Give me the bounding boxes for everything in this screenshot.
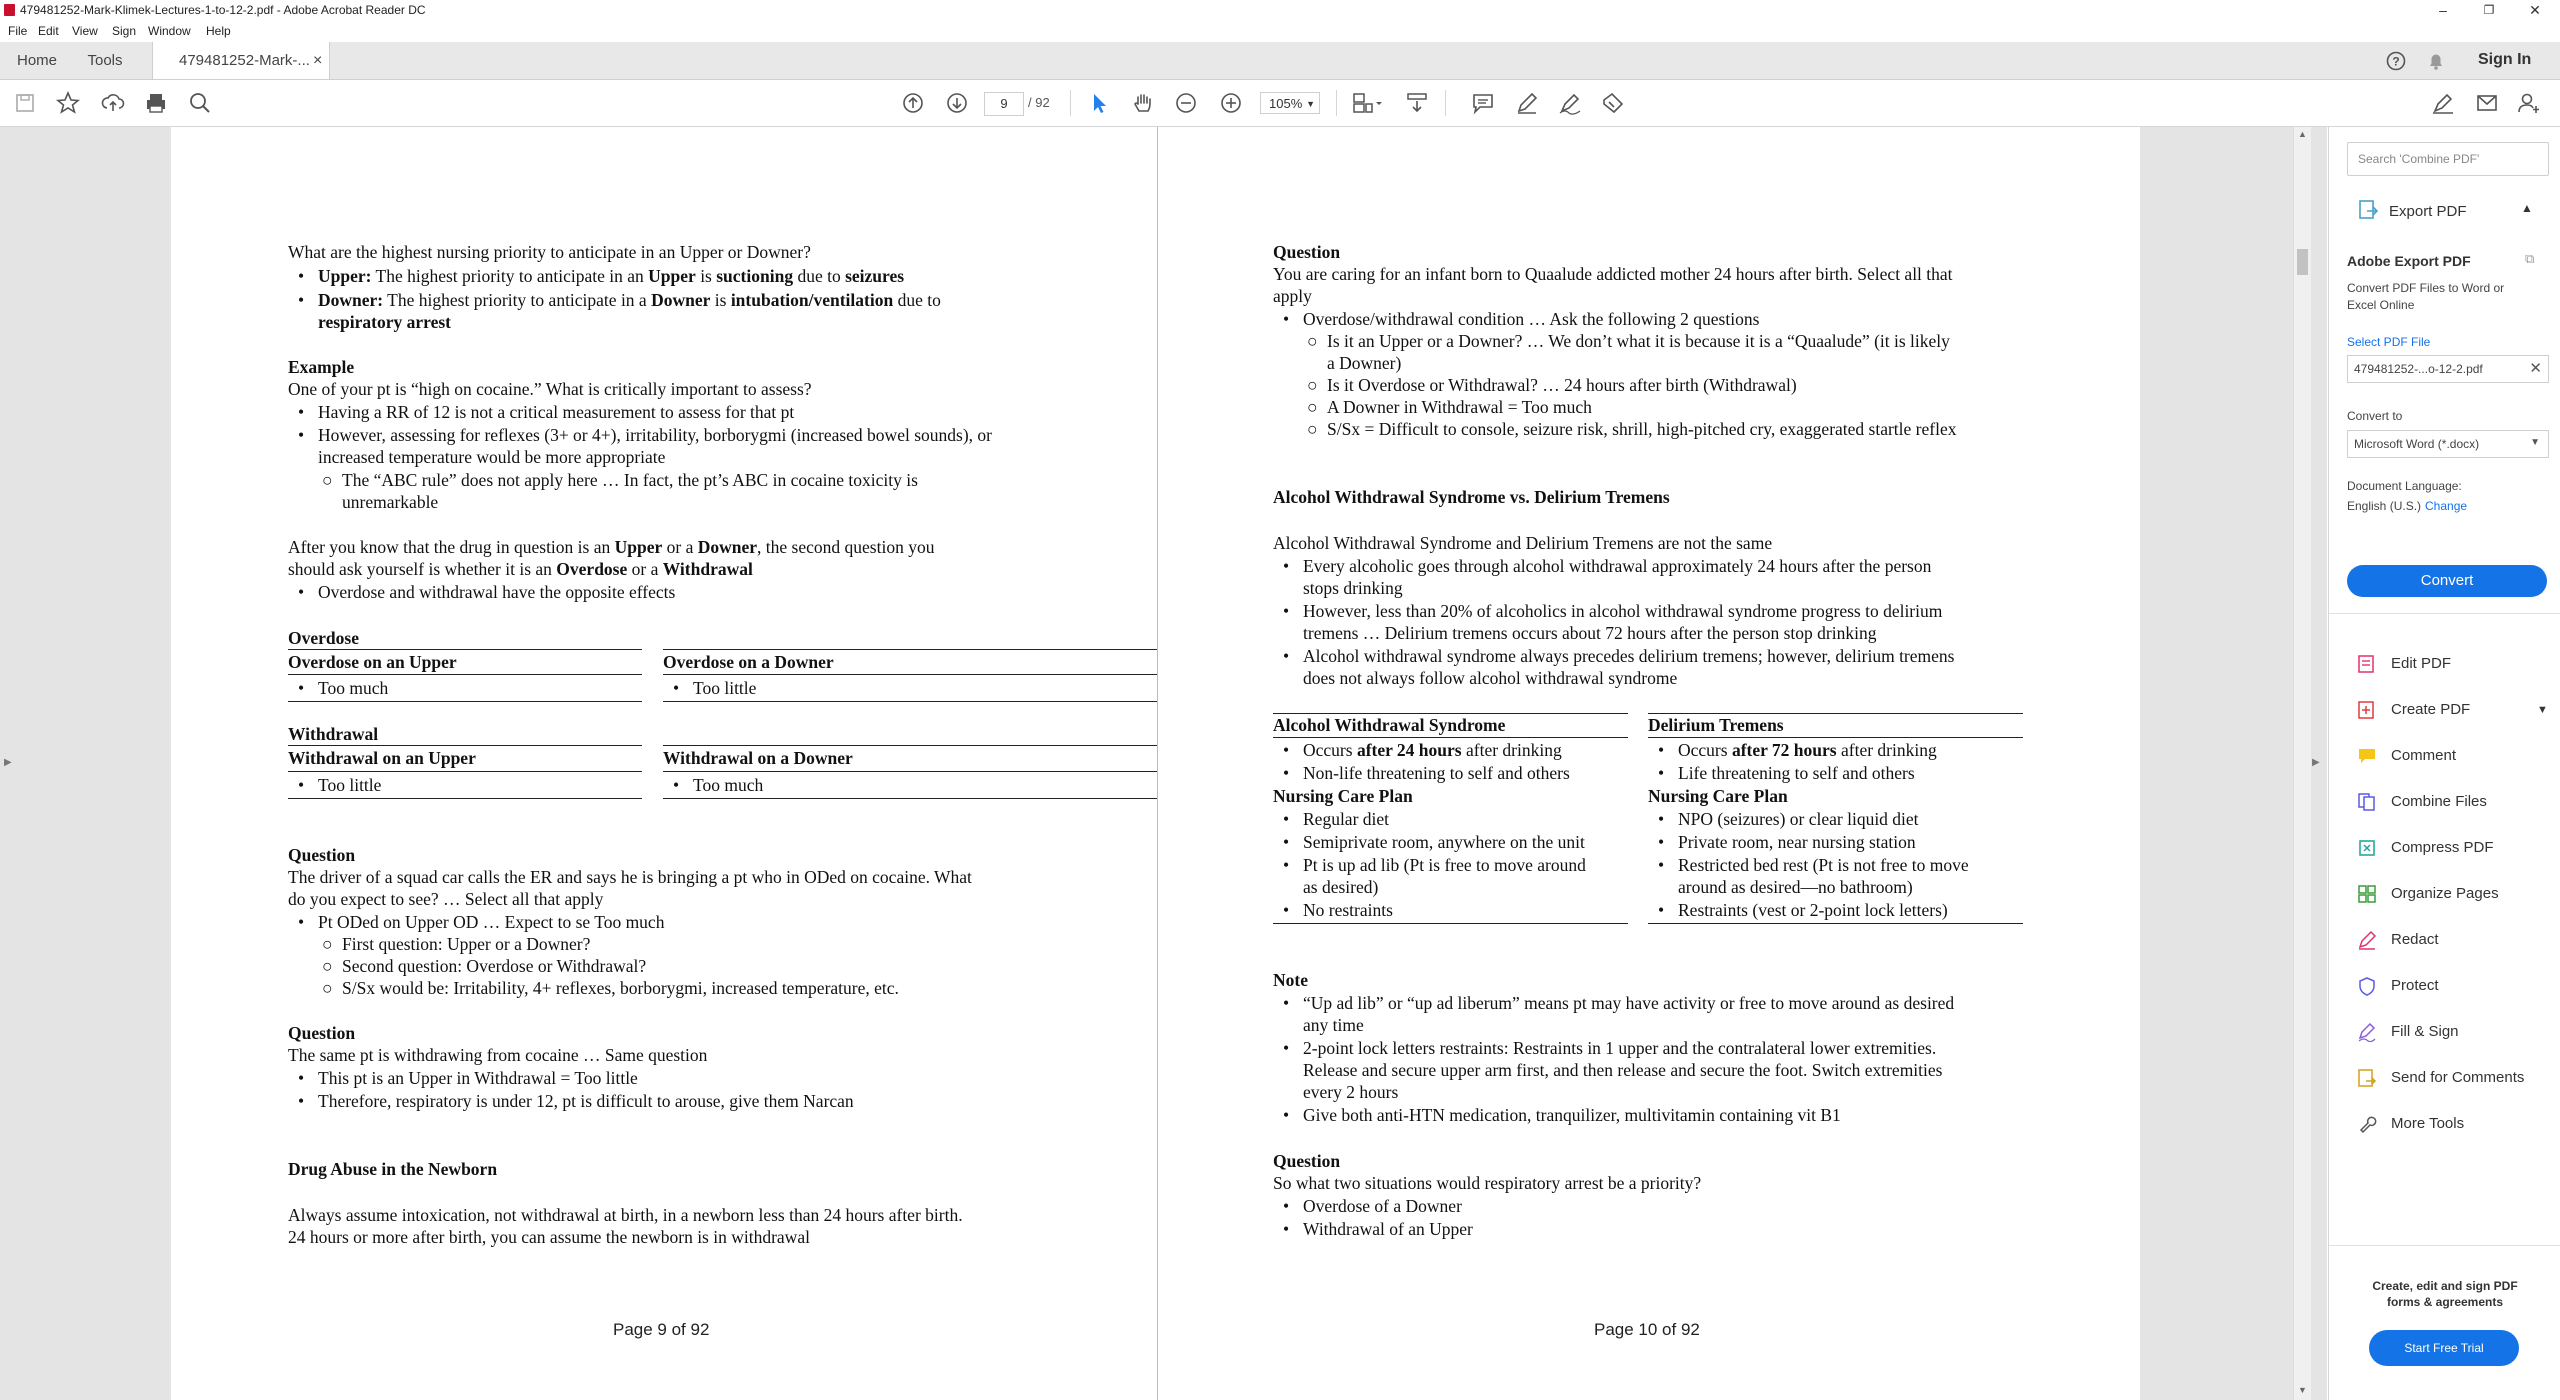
window-title: 479481252-Mark-Klimek-Lectures-1-to-12-2.pdf - Adobe Acrobat Reader DC bbox=[20, 3, 426, 17]
add-user-icon[interactable] bbox=[2516, 90, 2542, 116]
send-for-comments-icon bbox=[2357, 1068, 2377, 1088]
export-pdf-icon bbox=[2357, 199, 2379, 221]
wd-upper-value: • Too little bbox=[298, 775, 382, 795]
tool-label: Fill & Sign bbox=[2391, 1023, 2459, 1040]
note-bullet-cont: Release and secure upper arm first, and then release and secure the foot. Switch extremities bbox=[1303, 1060, 1943, 1080]
zoom-level-value: 105% bbox=[1269, 96, 1303, 111]
menu-view[interactable]: View bbox=[72, 24, 98, 38]
comment-icon[interactable] bbox=[1470, 90, 1496, 116]
promo-line-1: Create, edit and sign PDF bbox=[2372, 1279, 2518, 1293]
question-2-text: So what two situations would respiratory arrest be a priority? bbox=[1273, 1173, 1702, 1193]
table-rule bbox=[288, 798, 642, 799]
notification-bell-icon[interactable] bbox=[2426, 51, 2446, 71]
menu-bar bbox=[0, 20, 2560, 42]
after-paragraph: After you know that the drug in question is an Upper or a Downer, the second question you bbox=[288, 537, 935, 557]
question-subbullet: ○ Is it an Upper or a Downer? … We don’t what it is because it is a “Quaalude” (it is likely bbox=[1307, 331, 1950, 351]
bullet-downer-cont: respiratory arrest bbox=[318, 312, 451, 332]
print-icon[interactable] bbox=[143, 90, 169, 116]
tool-organize-pages[interactable] bbox=[2357, 881, 2557, 907]
next-page-icon[interactable] bbox=[944, 90, 970, 116]
page-number-input[interactable]: 9 bbox=[984, 92, 1024, 116]
convert-description-cont: Excel Online bbox=[2347, 298, 2415, 312]
note-bullet-cont: every 2 hours bbox=[1303, 1082, 1399, 1102]
table-rule bbox=[1648, 923, 2023, 924]
bullet-downer: • Downer: The highest priority to anticipate in a Downer is intubation/ventilation due to bbox=[298, 290, 941, 310]
table-rule bbox=[288, 701, 642, 702]
menu-file[interactable]: File bbox=[8, 24, 28, 38]
question-2-heading: Question bbox=[1273, 1151, 1341, 1171]
question-1-bullet: • Pt ODed on Upper OD … Expect to se Too much bbox=[298, 912, 665, 932]
create-pdf-icon bbox=[2357, 700, 2377, 720]
tool-redact[interactable] bbox=[2357, 927, 2557, 953]
selected-file-name: 479481252-...o-12-2.pdf bbox=[2354, 362, 2483, 376]
table-rule bbox=[288, 771, 642, 772]
tab-document[interactable] bbox=[152, 42, 330, 79]
scroll-down-arrow-icon[interactable]: ▼ bbox=[2298, 1385, 2307, 1395]
dt-care-item: • Restraints (vest or 2-point lock letters) bbox=[1658, 900, 1948, 920]
tool-send-for-comments[interactable] bbox=[2357, 1065, 2557, 1091]
aws-care-item-cont: as desired) bbox=[1303, 877, 1379, 897]
tools-pane bbox=[2328, 127, 2560, 1400]
question-1-text: The driver of a squad car calls the ER and says he is bringing a pt who in ODed on cocaine. What bbox=[288, 867, 972, 887]
dt-care-item: • NPO (seizures) or clear liquid diet bbox=[1658, 809, 1919, 829]
upload-share-icon[interactable] bbox=[100, 90, 126, 116]
redact-icon bbox=[2357, 930, 2377, 950]
question-1-subbullet: ○ Second question: Overdose or Withdrawal? bbox=[322, 956, 647, 976]
question-2-heading: Question bbox=[288, 1023, 356, 1043]
example-bullet: • However, assessing for reflexes (3+ or 4+), irritability, borborygmi (increased bowel sounds), or bbox=[298, 425, 992, 445]
page-footer: Page 10 of 92 bbox=[1594, 1320, 1700, 1339]
note-bullet: • “Up ad lib” or “up ad liberum” means pt may have activity or free to move around as desired bbox=[1283, 993, 1955, 1013]
pdf-page-9 bbox=[171, 127, 1157, 1400]
find-search-icon[interactable] bbox=[187, 90, 213, 116]
aws-bullet: • Every alcoholic goes through alcohol withdrawal approximately 24 hours after the person bbox=[1283, 556, 1932, 576]
aws-care-item: • Pt is up ad lib (Pt is free to move around bbox=[1283, 855, 1586, 875]
document-viewport[interactable] bbox=[0, 127, 2327, 1400]
edit-pdf-icon bbox=[2357, 654, 2377, 674]
document-language-value: English (U.S.) bbox=[2347, 499, 2422, 513]
table-rule bbox=[663, 745, 1211, 746]
table-rule bbox=[1273, 737, 1628, 738]
convert-to-label: Convert to bbox=[2347, 409, 2403, 423]
svg-text:?: ? bbox=[2392, 54, 2400, 69]
tool-fill-sign[interactable] bbox=[2357, 1019, 2557, 1045]
tool-label: Edit PDF bbox=[2391, 655, 2452, 672]
toolbar-separator bbox=[1336, 90, 1337, 116]
bullet-upper: • Upper: The highest priority to anticipate in an Upper is suctioning due to seizures bbox=[298, 266, 905, 286]
fill-sign-pen-icon[interactable] bbox=[2430, 90, 2456, 116]
scroll-up-arrow-icon[interactable]: ▲ bbox=[2298, 129, 2307, 139]
wd-upper-header: Withdrawal on an Upper bbox=[288, 748, 476, 768]
toolbar-separator bbox=[1070, 90, 1071, 116]
close-button[interactable]: ✕ bbox=[2529, 2, 2541, 18]
select-pdf-file-link[interactable]: Select PDF File bbox=[2347, 335, 2431, 349]
pdf-page-10 bbox=[1157, 127, 2140, 1400]
aws-intro: Alcohol Withdrawal Syndrome and Delirium Tremens are not the same bbox=[1273, 533, 1773, 553]
table-rule bbox=[663, 798, 1211, 799]
example-question: One of your pt is “high on cocaine.” What is critically important to assess? bbox=[288, 379, 812, 399]
question-bullet: • Overdose/withdrawal condition … Ask the following 2 questions bbox=[1283, 309, 1760, 329]
remove-file-icon[interactable]: ✕ bbox=[2529, 360, 2542, 377]
withdrawal-heading: Withdrawal bbox=[288, 724, 379, 744]
combine-files-icon bbox=[2357, 792, 2377, 812]
tool-protect[interactable] bbox=[2357, 973, 2557, 999]
tool-label: Organize Pages bbox=[2391, 885, 2499, 902]
page-footer: Page 9 of 92 bbox=[613, 1320, 710, 1339]
page-total: / 92 bbox=[1028, 95, 1050, 110]
adobe-export-title: Adobe Export PDF bbox=[2347, 253, 2471, 269]
note-bullet: • 2-point lock letters restraints: Restraints in 1 upper and the contralateral lower extremities. bbox=[1283, 1038, 1937, 1058]
wd-downer-header: Withdrawal on a Downer bbox=[663, 748, 853, 768]
dt-care-item: • Restricted bed rest (Pt is not free to move bbox=[1658, 855, 1969, 875]
tool-label: Redact bbox=[2391, 931, 2439, 948]
format-select[interactable] bbox=[2347, 430, 2549, 458]
question-subbullet: ○ Is it Overdose or Withdrawal? … 24 hours after birth (Withdrawal) bbox=[1307, 375, 1797, 395]
minimize-button[interactable]: – bbox=[2439, 2, 2447, 18]
zoom-in-icon[interactable] bbox=[1218, 90, 1244, 116]
table-rule bbox=[663, 771, 1211, 772]
od-upper-value: • Too much bbox=[298, 678, 389, 698]
aws-bullet-cont: stops drinking bbox=[1303, 578, 1403, 598]
dt-care-plan-heading: Nursing Care Plan bbox=[1648, 786, 1788, 806]
scrollbar-thumb[interactable] bbox=[2297, 249, 2308, 275]
intro-question: What are the highest nursing priority to anticipate in an Upper or Downer? bbox=[288, 242, 811, 262]
newborn-text-cont: 24 hours or more after birth, you can assume the newborn is in withdrawal bbox=[288, 1227, 810, 1247]
aws-row: • Non-life threatening to self and others bbox=[1283, 763, 1570, 783]
question-2-bullet: • Withdrawal of an Upper bbox=[1283, 1219, 1473, 1239]
sign-pen-icon[interactable] bbox=[1557, 90, 1583, 116]
organize-pages-icon bbox=[2357, 884, 2377, 904]
menu-window[interactable]: Window bbox=[148, 24, 191, 38]
email-icon[interactable] bbox=[2474, 90, 2500, 116]
after-bullet: • Overdose and withdrawal have the opposite effects bbox=[298, 582, 676, 602]
tool-label: Protect bbox=[2391, 977, 2439, 994]
change-language-link[interactable]: Change bbox=[2425, 499, 2468, 513]
tool-label: Comment bbox=[2391, 747, 2457, 764]
dt-row: • Occurs after 72 hours after drinking bbox=[1658, 740, 1937, 760]
table-rule bbox=[288, 674, 642, 675]
overdose-heading: Overdose bbox=[288, 628, 359, 648]
example-bullet-cont: increased temperature would be more appropriate bbox=[318, 447, 666, 467]
acrobat-app-icon bbox=[4, 4, 15, 16]
convert-button[interactable]: Convert bbox=[2347, 565, 2547, 597]
document-language-label: Document Language: bbox=[2347, 479, 2462, 493]
sign-in-link[interactable]: Sign In bbox=[2478, 51, 2532, 68]
aws-bullet: • Alcohol withdrawal syndrome always precedes delirium tremens; however, delirium tremens bbox=[1283, 646, 1955, 666]
tab-bar bbox=[0, 42, 2560, 80]
zoom-out-icon[interactable] bbox=[1173, 90, 1199, 116]
dt-care-item: • Private room, near nursing station bbox=[1658, 832, 1916, 852]
bookmark-star-icon[interactable] bbox=[55, 90, 81, 116]
save-icon[interactable] bbox=[12, 90, 38, 116]
question-subbullet: ○ S/Sx = Difficult to console, seizure risk, shrill, high-pitched cry, exaggerated startle reflex bbox=[1307, 419, 1957, 439]
help-icon[interactable] bbox=[2386, 51, 2406, 71]
od-downer-value: • Too little bbox=[673, 678, 757, 698]
question-1-heading: Question bbox=[288, 845, 356, 865]
toolbar-separator bbox=[1445, 90, 1446, 116]
aws-bullet-cont: tremens … Delirium tremens occurs about 72 hours after the person stop drinking bbox=[1303, 623, 1877, 643]
menu-help[interactable]: Help bbox=[206, 24, 231, 38]
panel-divider bbox=[2329, 1245, 2560, 1246]
table-rule bbox=[663, 701, 1211, 702]
question-text: You are caring for an infant born to Quaalude addicted mother 24 hours after birth. Select all that bbox=[1273, 264, 1953, 284]
more-tools-wrench-icon bbox=[2357, 1114, 2377, 1134]
start-free-trial-button[interactable]: Start Free Trial bbox=[2369, 1330, 2519, 1366]
collapse-left-pane-icon[interactable]: ▶ bbox=[4, 757, 12, 768]
tools-search-input[interactable] bbox=[2347, 142, 2549, 176]
aws-care-item: • No restraints bbox=[1283, 900, 1393, 920]
aws-care-item: • Regular diet bbox=[1283, 809, 1390, 829]
chevron-down-icon: ▼ bbox=[2530, 437, 2540, 448]
tool-more-tools[interactable] bbox=[2357, 1111, 2557, 1137]
tool-label: Create PDF bbox=[2391, 701, 2471, 718]
highlight-pen-icon[interactable] bbox=[1514, 90, 1540, 116]
shield-icon bbox=[2357, 976, 2377, 996]
question-heading: Question bbox=[1273, 242, 1341, 262]
chevron-up-icon[interactable]: ▲ bbox=[2521, 201, 2533, 215]
wd-downer-value: • Too much bbox=[673, 775, 764, 795]
tab-home[interactable]: Home bbox=[16, 52, 57, 69]
selected-file-field[interactable] bbox=[2347, 355, 2549, 383]
dt-care-item-cont: around as desired—no bathroom) bbox=[1678, 877, 1913, 897]
tool-label: Send for Comments bbox=[2391, 1069, 2525, 1086]
title-bar bbox=[0, 0, 2560, 20]
hand-tool-icon[interactable] bbox=[1130, 90, 1156, 116]
export-info-icon[interactable]: ⧉ bbox=[2525, 251, 2535, 266]
example-bullet: • Having a RR of 12 is not a critical measurement to assess for that pt bbox=[298, 402, 795, 422]
page-display-icon[interactable] bbox=[1350, 90, 1386, 116]
stamp-tool-icon[interactable] bbox=[1600, 90, 1626, 116]
table-rule bbox=[1273, 923, 1628, 924]
question-subbullet: ○ A Downer in Withdrawal = Too much bbox=[1307, 397, 1592, 417]
table-rule bbox=[1648, 737, 2023, 738]
aws-care-item: • Semiprivate room, anywhere on the unit bbox=[1283, 832, 1585, 852]
vertical-scrollbar[interactable] bbox=[2293, 127, 2311, 1400]
panel-divider bbox=[2329, 613, 2560, 614]
compress-pdf-icon bbox=[2357, 838, 2377, 858]
dt-column-header: Delirium Tremens bbox=[1648, 715, 1784, 735]
aws-row: • Occurs after 24 hours after drinking bbox=[1283, 740, 1562, 760]
question-subbullet-cont: a Downer) bbox=[1327, 353, 1402, 373]
question-2-text: The same pt is withdrawing from cocaine … Same question bbox=[288, 1045, 708, 1065]
promo-line-2: forms & agreements bbox=[2386, 1295, 2504, 1309]
dt-row: • Life threatening to self and others bbox=[1658, 763, 1915, 783]
tab-document-label: 479481252-Mark-... bbox=[179, 52, 310, 69]
newborn-text: Always assume intoxication, not withdrawal at birth, in a newborn less than 24 hours after birth. bbox=[288, 1205, 963, 1225]
example-heading: Example bbox=[288, 357, 355, 377]
tab-tools[interactable]: Tools bbox=[87, 52, 123, 69]
question-text-cont: apply bbox=[1273, 286, 1312, 306]
tool-create-pdf[interactable] bbox=[2357, 697, 2557, 723]
note-bullet: • Give both anti-HTN medication, tranquilizer, multivitamin containing vit B1 bbox=[1283, 1105, 1841, 1125]
tab-close-icon[interactable]: × bbox=[313, 52, 323, 69]
note-bullet-cont: any time bbox=[1303, 1015, 1364, 1035]
question-2-bullet: • This pt is an Upper in Withdrawal = Too little bbox=[298, 1068, 638, 1088]
table-rule bbox=[663, 649, 1211, 650]
od-upper-header: Overdose on an Upper bbox=[288, 652, 457, 672]
search-placeholder: Search 'Combine PDF' bbox=[2358, 152, 2480, 166]
aws-care-plan-heading: Nursing Care Plan bbox=[1273, 786, 1413, 806]
table-rule bbox=[663, 674, 1211, 675]
aws-heading: Alcohol Withdrawal Syndrome vs. Delirium Tremens bbox=[1273, 487, 1670, 507]
format-value: Microsoft Word (*.docx) bbox=[2354, 437, 2480, 451]
aws-bullet-cont: does not always follow alcohol withdrawal syndrome bbox=[1303, 668, 1678, 688]
zoom-level-select[interactable] bbox=[1260, 92, 1320, 114]
tool-label: Combine Files bbox=[2391, 793, 2487, 810]
table-rule bbox=[288, 745, 642, 746]
example-subbullet-cont: unremarkable bbox=[342, 492, 439, 512]
question-1-subbullet: ○ First question: Upper or a Downer? bbox=[322, 934, 591, 954]
expand-right-pane-icon[interactable]: ▶ bbox=[2312, 757, 2320, 768]
tool-label: More Tools bbox=[2391, 1115, 2465, 1132]
tool-edit-pdf[interactable] bbox=[2357, 651, 2557, 677]
question-1-subbullet: ○ S/Sx would be: Irritability, 4+ reflexes, borborygmi, increased temperature, etc. bbox=[322, 978, 899, 998]
newborn-heading: Drug Abuse in the Newborn bbox=[288, 1159, 498, 1179]
scroll-mode-icon[interactable] bbox=[1404, 90, 1430, 116]
question-2-bullet: • Overdose of a Downer bbox=[1283, 1196, 1462, 1216]
od-downer-header: Overdose on a Downer bbox=[663, 652, 834, 672]
table-rule bbox=[288, 649, 642, 650]
select-cursor-icon[interactable] bbox=[1086, 90, 1112, 116]
question-1-text-cont: do you expect to see? … Select all that apply bbox=[288, 889, 604, 909]
menu-edit[interactable]: Edit bbox=[38, 24, 59, 38]
comment-icon bbox=[2357, 746, 2377, 766]
note-heading: Note bbox=[1273, 970, 1308, 990]
aws-bullet: • However, less than 20% of alcoholics in alcohol withdrawal syndrome progress to delirium bbox=[1283, 601, 1943, 621]
export-pdf-heading[interactable]: Export PDF bbox=[2389, 203, 2467, 220]
chevron-down-icon[interactable]: ▼ bbox=[2537, 704, 2548, 716]
tool-comment[interactable] bbox=[2357, 743, 2557, 769]
aws-column-header: Alcohol Withdrawal Syndrome bbox=[1273, 715, 1506, 735]
example-subbullet: ○ The “ABC rule” does not apply here … In fact, the pt’s ABC in cocaine toxicity is bbox=[322, 470, 918, 490]
question-2-bullet: • Therefore, respiratory is under 12, pt is difficult to arouse, give them Narcan bbox=[298, 1091, 854, 1111]
previous-page-icon[interactable] bbox=[900, 90, 926, 116]
chevron-down-icon: ▼ bbox=[1306, 99, 1315, 109]
main-toolbar bbox=[0, 80, 2560, 127]
menu-sign[interactable]: Sign bbox=[112, 24, 137, 38]
tool-compress-pdf[interactable] bbox=[2357, 835, 2557, 861]
convert-description: Convert PDF Files to Word or bbox=[2347, 281, 2505, 295]
after-paragraph-cont: should ask yourself is whether it is an Overdose or a Withdrawal bbox=[288, 559, 753, 579]
fill-sign-icon bbox=[2357, 1022, 2377, 1042]
tool-label: Compress PDF bbox=[2391, 839, 2494, 856]
tool-combine-files[interactable] bbox=[2357, 789, 2557, 815]
maximize-button[interactable]: ❐ bbox=[2483, 3, 2495, 17]
